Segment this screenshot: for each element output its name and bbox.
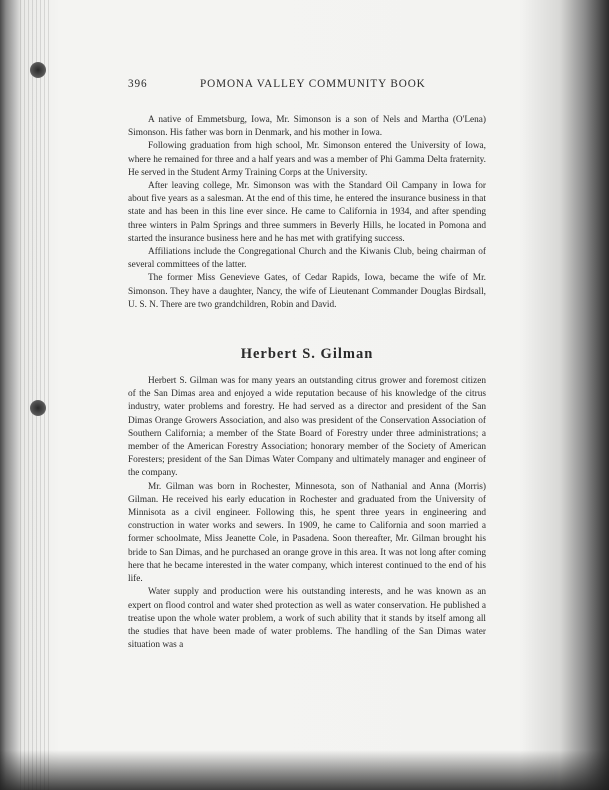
paragraph: Affiliations include the Congregational Church and the Kiwanis Club, being chairman of several committees of the latter. xyxy=(128,247,486,271)
bottom-shadow xyxy=(0,750,609,790)
paragraph: Mr. Gilman was born in Rochester, Minnesota, son of Nathanial and Anna (Morris) Gilman. He received his early education in Rochester and graduated from the University of Minnisota as a civil engineer. Following this, he spent three years in engineering and construction in water works and sewers. In 1909, he came to California and soon married a former schoolmate, Miss Jeanette Cole, in Pasadena. Soon thereafter, Mr. Gilman brought his bride to San Dimas, and he purchased an orange grove in this area. It was not long after coming here that he became interested in the water company, which interest continued to the end of his life. xyxy=(128,481,486,585)
paragraph: Herbert S. Gilman was for many years an outstanding citrus grower and foremost citizen of the San Dimas area and enjoyed a wide reputation because of his knowledge of the citrus industry, water problems and forestry. He had served as a director and president of the San Dimas Orange Growers Association, and also was president of the Conservation Association of Southern California; a member of the State Board of Forestry under three administrations; a member of the American Forestry Association; honorary member of the Society of American Foresters; president of the San Dimas Water Company and ultimately manager and engineer of the company. xyxy=(128,376,486,479)
book-page xyxy=(128,70,486,652)
gilman-section xyxy=(128,375,486,652)
paragraph: After leaving college, Mr. Simonson was with the Standard Oil Campany in Iowa for about five years as a salesman. At the end of this time, he entered the insurance business in that state and has been in this line ever since. He came to California in 1934, and after spending three winters in Palm Springs and three summers in Beverly Hills, he located in Pomona and started the insurance business here and he has met with gratifying success. xyxy=(128,181,486,244)
binder-hole-middle xyxy=(30,400,46,416)
simonson-section xyxy=(128,114,486,312)
page-number: 396 xyxy=(128,78,148,90)
page-edge-stack xyxy=(20,0,50,790)
paragraph: A native of Emmetsburg, Iowa, Mr. Simonson is a son of Nels and Martha (O'Lena) Simonson. His father was born in Denmark, and his mother in Iowa. xyxy=(128,115,486,139)
running-head xyxy=(128,78,486,100)
paragraph: Water supply and production were his outstanding interests, and he was known as an expert on flood control and water shed protection as well as water conservation. He published a treatise upon the whole water problem, a work of such ability that it stands by itself among all the studies that have been made of water problems. The handling of the San Dimas water situation was a xyxy=(128,587,486,651)
binder-hole-top xyxy=(30,62,46,78)
paragraph: Following graduation from high school, Mr. Simonson entered the University of Iowa, where he remained for three and a half years and was a member of Phi Gamma Delta fraternity. He served in the Student Army Training Corps at the University. xyxy=(128,141,486,178)
section-heading: Herbert S. Gilman xyxy=(240,346,374,363)
paragraph: The former Miss Genevieve Gates, of Cedar Rapids, Iowa, became the wife of Mr. Simonson. They have a daughter, Nancy, the wife of Lieutenant Commander Douglas Birdsall, U. S. N. There are two grandchildren, Robin and David. xyxy=(128,273,486,310)
book-title: POMONA VALLEY COMMUNITY BOOK xyxy=(200,78,426,90)
